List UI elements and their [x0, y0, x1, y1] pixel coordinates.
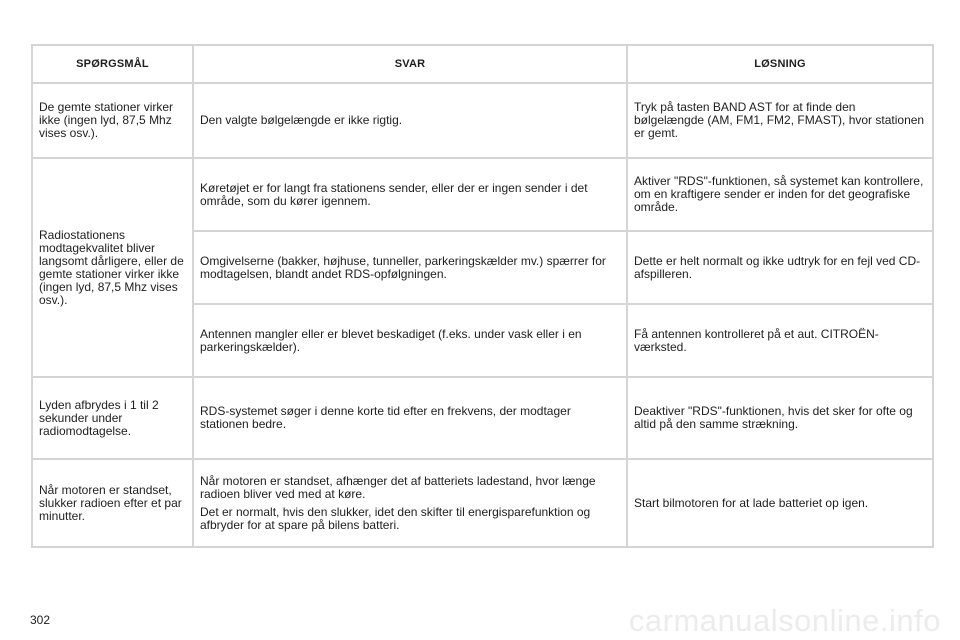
question-cell: Lyden afbrydes i 1 til 2 sekunder under radiomodtagelse.: [33, 378, 194, 460]
header-question: SPØRGSMÅL: [33, 46, 194, 84]
answer-cell: RDS-systemet søger i denne korte tid efter en frekvens, der modtager stationen bedre.: [194, 378, 628, 460]
solution-cell: Tryk på tasten BAND AST for at finde den bølgelængde (AM, FM1, FM2, FMAST), hvor stationen er gemt.: [628, 84, 932, 159]
troubleshooting-table: [31, 44, 934, 548]
header-solution: LØSNING: [628, 46, 932, 84]
table-row: [33, 460, 932, 546]
answer-paragraph: Når motoren er standset, afhænger det af batteriets ladestand, hvor længe radioen bliver ved med at køre.: [200, 473, 596, 501]
table-row: [33, 84, 932, 159]
watermark: carmanualsonline.info: [628, 603, 941, 638]
answer-cell: Omgivelserne (bakker, højhuse, tunneller, parkeringskælder mv.) spærrer for modtagelsen, blandt andet RDS-opfølgningen.: [194, 232, 628, 305]
question-cell: Radiostationens modtagekvalitet bliver langsomt dårligere, eller de gemte stationer virker ikke (ingen lyd, 87,5 Mhz vises osv.).: [33, 159, 194, 378]
table-row: [33, 159, 932, 232]
header-row: [33, 46, 932, 84]
answer-cell: Køretøjet er for langt fra stationens sender, eller der er ingen sender i det område, som du kører igennem.: [194, 159, 628, 232]
page-number: 302: [30, 613, 51, 627]
header-answer: SVAR: [194, 46, 628, 84]
question-cell: Når motoren er standset, slukker radioen efter et par minutter.: [33, 460, 194, 546]
solution-cell: Aktiver "RDS"-funktionen, så systemet kan kontrollere, om en kraftigere sender er inden for det geografiske område.: [628, 159, 932, 232]
question-cell: De gemte stationer virker ikke (ingen lyd, 87,5 Mhz vises osv.).: [33, 84, 194, 159]
answer-cell: Den valgte bølgelængde er ikke rigtig.: [194, 84, 628, 159]
answer-cell: Antennen mangler eller er blevet beskadiget (f.eks. under vask eller i en parkeringskælder).: [194, 305, 628, 378]
solution-cell: Start bilmotoren for at lade batteriet op igen.: [634, 495, 869, 510]
table-row: [33, 378, 932, 460]
solution-cell: Deaktiver "RDS"-funktionen, hvis det sker for ofte og altid på den samme strækning.: [628, 378, 932, 460]
answer-paragraph: Det er normalt, hvis den slukker, idet den skifter til energisparefunktion og afbryder for at spare på bilens batteri.: [200, 504, 591, 532]
answer-cell: [194, 460, 628, 546]
solution-cell: Dette er helt normalt og ikke udtryk for en fejl ved CD-afspilleren.: [628, 232, 932, 305]
solution-cell: Få antennen kontrolleret på et aut. CITROËN-værksted.: [628, 305, 932, 378]
